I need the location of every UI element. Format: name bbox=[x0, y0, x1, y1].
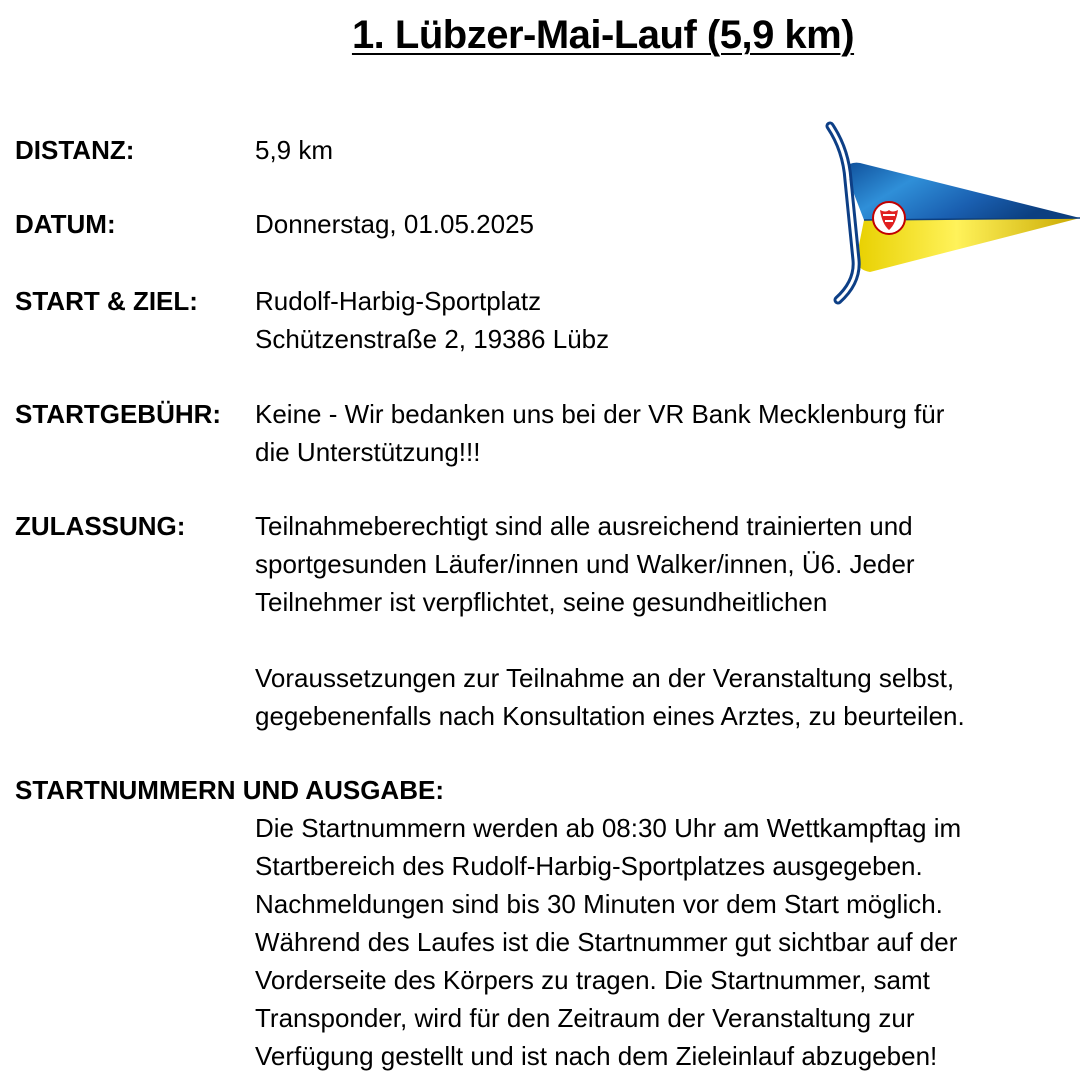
value-startnummern bbox=[255, 809, 961, 1075]
value-line: Teilnehmer ist verpflichtet, seine gesundheitlichen bbox=[255, 587, 828, 617]
value-line: Rudolf-Harbig-Sportplatz bbox=[255, 286, 542, 316]
value-line: Donnerstag, 01.05.2025 bbox=[255, 209, 534, 239]
label-start-ziel: START & ZIEL: bbox=[15, 286, 198, 316]
value-line: gegebenenfalls nach Konsultation eines Arztes, zu beurteilen. bbox=[255, 701, 965, 731]
value-line: Voraussetzungen zur Teilnahme an der Veranstaltung selbst, bbox=[255, 663, 955, 693]
value-line: die Unterstützung!!! bbox=[255, 437, 481, 467]
value-line: Vorderseite des Körpers zu tragen. Die Startnummer, samt bbox=[255, 965, 930, 995]
value-line: Während des Laufes ist die Startnummer gut sichtbar auf der bbox=[255, 927, 958, 957]
value-line: Teilnahmeberechtigt sind alle ausreichend trainierten und bbox=[255, 511, 913, 541]
value-line: Startbereich des Rudolf-Harbig-Sportplatzes ausgegeben. bbox=[255, 851, 923, 881]
label-startgebuehr: STARTGEBÜHR: bbox=[15, 399, 222, 429]
value-line: Schützenstraße 2, 19386 Lübz bbox=[255, 324, 610, 354]
value-line: Keine - Wir bedanken uns bei der VR Bank Mecklenburg für bbox=[255, 399, 945, 429]
value-datum bbox=[255, 205, 534, 243]
label-distanz: DISTANZ: bbox=[15, 135, 135, 165]
label-startnummern: STARTNUMMERN UND AUSGABE: bbox=[15, 775, 444, 805]
value-zulassung-continued bbox=[255, 659, 965, 735]
value-startgebuehr bbox=[255, 395, 944, 471]
value-line: 5,9 km bbox=[255, 135, 334, 165]
label-zulassung: ZULASSUNG: bbox=[15, 511, 186, 541]
value-start-ziel bbox=[255, 282, 609, 358]
page-title-text: 1. Lübzer-Mai-Lauf (5,9 km) bbox=[351, 13, 855, 57]
value-line: Die Startnummern werden ab 08:30 Uhr am Wettkampftag im bbox=[255, 813, 962, 843]
value-line: Verfügung gestellt und ist nach dem Zieleinlauf abzugeben! bbox=[255, 1041, 938, 1071]
label-datum: DATUM: bbox=[15, 209, 116, 239]
value-line: sportgesunden Läufer/innen und Walker/innen, Ü6. Jeder bbox=[255, 549, 915, 579]
page-title bbox=[0, 10, 1080, 60]
value-line: Transponder, wird für den Zeitraum der Veranstaltung zur bbox=[255, 1003, 915, 1033]
value-distanz bbox=[255, 131, 333, 169]
pennant-flag-icon bbox=[822, 120, 1080, 308]
value-zulassung bbox=[255, 507, 915, 621]
value-line: Nachmeldungen sind bis 30 Minuten vor dem Start möglich. bbox=[255, 889, 943, 919]
